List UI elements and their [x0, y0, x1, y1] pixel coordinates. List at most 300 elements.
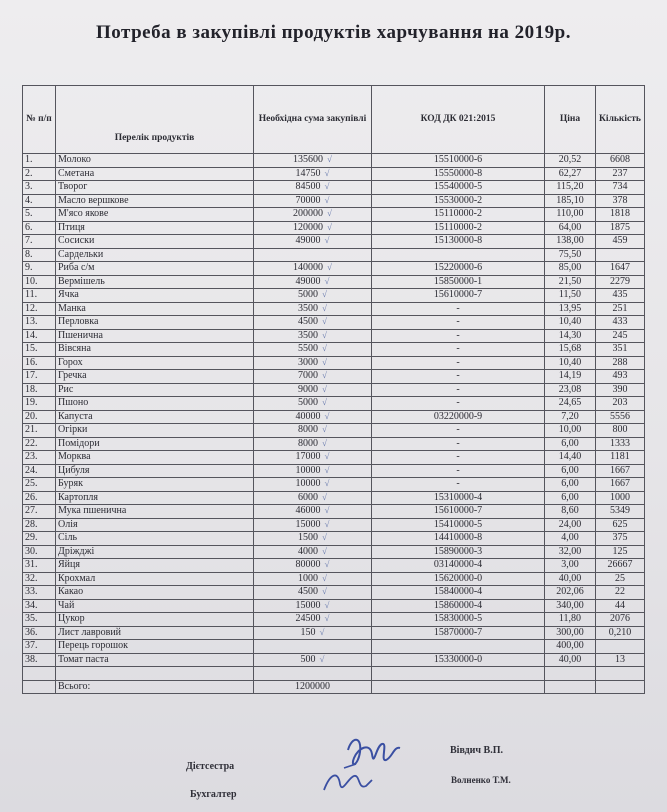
cell-qty [596, 505, 645, 519]
cell-name-text: Всього: [58, 680, 91, 692]
cell-sum [254, 262, 372, 276]
cell-name [56, 356, 254, 370]
cell-no [23, 329, 56, 343]
cell-no-text: 33. [25, 586, 38, 598]
cell-no-text: 32. [25, 572, 38, 584]
cell-price [545, 653, 596, 667]
cell-name-text: Сіль [58, 532, 77, 544]
cell-no [23, 667, 56, 681]
cell-price-text: 62,27 [558, 167, 582, 179]
cell-code [372, 545, 545, 559]
check-mark-icon: √ [322, 329, 327, 340]
cell-no-text: 20. [25, 410, 38, 422]
page-title: Потреба в закупівлі продуктів харчування на 2019р. [96, 22, 571, 43]
cell-qty [596, 680, 645, 694]
cell-sum [254, 626, 372, 640]
cell-code [372, 505, 545, 519]
check-mark-icon: √ [327, 154, 332, 165]
check-mark-icon: √ [324, 235, 330, 246]
cell-sum-text: 8000 [298, 424, 319, 436]
cell-name-text: Птиця [58, 221, 85, 233]
cell-price-text: 202,06 [556, 586, 584, 598]
cell-code [372, 626, 545, 640]
cell-name-text: Сардельки [58, 248, 104, 260]
check-mark-icon: √ [322, 437, 327, 448]
cell-qty-text: 26667 [607, 559, 633, 571]
table-row [23, 518, 645, 532]
cell-no-text: 30. [25, 545, 38, 557]
cell-sum-text: 10000 [295, 464, 321, 476]
cell-code [372, 235, 545, 249]
check-mark-icon: √ [324, 451, 330, 462]
cell-price-text: 11,50 [558, 289, 582, 301]
cell-price-text: 8,60 [561, 505, 579, 517]
table-row [23, 424, 645, 438]
check-mark-icon: √ [322, 343, 327, 354]
cell-qty [596, 289, 645, 303]
cell-no-text: 13. [25, 316, 38, 328]
cell-sum-text: 46000 [295, 505, 321, 517]
cell-qty [596, 356, 645, 370]
cell-code [372, 559, 545, 573]
cell-qty-text: 378 [612, 194, 628, 206]
check-mark-icon: √ [322, 586, 327, 597]
cell-sum-text: 5000 [298, 397, 319, 409]
cell-price-text: 24,65 [558, 397, 582, 409]
cell-name-text: Дріжджі [58, 545, 95, 557]
cell-sum [254, 248, 372, 262]
table-row [23, 437, 645, 451]
cell-sum [254, 437, 372, 451]
cell-price [545, 491, 596, 505]
cell-name-text: Творог [58, 181, 88, 193]
cell-price-text: 10,00 [558, 424, 582, 436]
dietitian-title: Дієтсестра [186, 761, 235, 772]
table-row [23, 505, 645, 519]
cell-code-text: - [456, 451, 460, 463]
cell-no-text: 26. [25, 491, 38, 503]
cell-name [56, 518, 254, 532]
cell-qty-text: 5556 [610, 410, 630, 422]
table-row [23, 626, 645, 640]
cell-qty-text: 2279 [610, 275, 630, 287]
cell-name [56, 626, 254, 640]
cell-qty [596, 613, 645, 627]
cell-sum-text: 49000 [295, 235, 321, 247]
cell-qty [596, 640, 645, 654]
cell-name-text: Сметана [58, 167, 95, 179]
cell-name-text: Цибуля [58, 464, 90, 476]
cell-no-text: 14. [25, 329, 38, 341]
cell-name-text: Помідори [58, 437, 100, 449]
cell-name-text: Картопля [58, 491, 99, 503]
cell-qty [596, 518, 645, 532]
cell-qty [596, 599, 645, 613]
table-row [23, 545, 645, 559]
cell-name [56, 572, 254, 586]
cell-no-text: 7. [25, 235, 33, 247]
cell-code [372, 518, 545, 532]
cell-no [23, 383, 56, 397]
cell-code [372, 667, 545, 681]
cell-sum [254, 613, 372, 627]
table-row [23, 316, 645, 330]
table-row [23, 532, 645, 546]
accountant-signature [318, 760, 378, 800]
cell-price [545, 194, 596, 208]
cell-name [56, 680, 254, 694]
cell-name [56, 667, 254, 681]
cell-no-text: 18. [25, 383, 38, 395]
cell-sum-text: 3500 [298, 302, 319, 314]
cell-code-text: 15870000-7 [433, 626, 483, 638]
cell-no [23, 316, 56, 330]
cell-qty-text: 390 [612, 383, 628, 395]
cell-sum [254, 559, 372, 573]
cell-no [23, 208, 56, 222]
cell-name [56, 383, 254, 397]
cell-sum [254, 194, 372, 208]
cell-code [372, 154, 545, 168]
cell-qty [596, 478, 645, 492]
cell-qty [596, 302, 645, 316]
cell-price [545, 397, 596, 411]
cell-qty-text: 1875 [610, 221, 630, 233]
cell-no-text: 34. [25, 599, 38, 611]
cell-no [23, 410, 56, 424]
cell-qty [596, 316, 645, 330]
cell-price [545, 275, 596, 289]
table-body [23, 154, 645, 694]
cell-name [56, 262, 254, 276]
cell-code [372, 437, 545, 451]
cell-name-text: Масло вершкове [58, 194, 129, 206]
table-row [23, 410, 645, 424]
cell-code-text: - [456, 478, 460, 490]
cell-price-text: 6,00 [561, 478, 579, 490]
cell-qty-text: 1333 [610, 437, 630, 449]
cell-name [56, 275, 254, 289]
table-row [23, 275, 645, 289]
cell-sum [254, 505, 372, 519]
cell-price [545, 329, 596, 343]
table-row [23, 559, 645, 573]
cell-price-text: 13,95 [558, 302, 582, 314]
cell-price-text: 20,52 [558, 154, 582, 166]
cell-qty [596, 248, 645, 262]
cell-name-text: Капуста [58, 410, 93, 422]
cell-qty-text: 1181 [610, 451, 630, 463]
cell-code [372, 208, 545, 222]
cell-no-text: 19. [25, 397, 38, 409]
cell-price-text: 32,00 [558, 545, 582, 557]
cell-name-text: Рис [58, 383, 74, 395]
cell-price-text: 24,00 [558, 518, 582, 530]
cell-sum-text: 10000 [295, 478, 321, 490]
cell-no-text: 9. [25, 262, 33, 274]
cell-code [372, 599, 545, 613]
cell-no [23, 640, 56, 654]
cell-no [23, 248, 56, 262]
cell-name [56, 505, 254, 519]
cell-sum [254, 154, 372, 168]
cell-name [56, 289, 254, 303]
cell-no-text: 1. [25, 154, 33, 166]
cell-qty-text: 375 [612, 532, 628, 544]
cell-qty [596, 491, 645, 505]
cell-price-text: 7,20 [561, 410, 579, 422]
check-mark-icon: √ [324, 410, 330, 421]
cell-qty [596, 626, 645, 640]
cell-qty [596, 181, 645, 195]
cell-code-text: - [456, 397, 460, 409]
cell-sum [254, 167, 372, 181]
cell-price [545, 167, 596, 181]
cell-qty-text: 44 [615, 599, 625, 611]
check-mark-icon: √ [322, 356, 327, 367]
cell-sum-text: 5500 [298, 343, 319, 355]
table-row [23, 235, 645, 249]
table-row [23, 491, 645, 505]
accountant-name: Волненко Т.М. [451, 775, 511, 785]
cell-price [545, 667, 596, 681]
cell-code [372, 275, 545, 289]
cell-code-text: 14410000-8 [433, 532, 483, 544]
cell-sum-text: 9000 [298, 383, 319, 395]
cell-no [23, 424, 56, 438]
cell-name-text: Буряк [58, 478, 83, 490]
cell-qty-text: 22 [615, 586, 625, 598]
cell-sum-text: 1000 [298, 572, 319, 584]
check-mark-icon: √ [324, 464, 330, 475]
cell-sum-text: 1500 [298, 532, 319, 544]
column-header-price: Ціна [545, 86, 596, 154]
cell-name [56, 599, 254, 613]
cell-name [56, 491, 254, 505]
cell-qty-text: 625 [612, 518, 628, 530]
cell-no-text: 16. [25, 356, 38, 368]
cell-no-text: 29. [25, 532, 38, 544]
accountant-title: Бухгалтер [190, 789, 237, 800]
cell-qty [596, 410, 645, 424]
cell-qty [596, 221, 645, 235]
cell-sum [254, 464, 372, 478]
cell-name [56, 194, 254, 208]
cell-no [23, 572, 56, 586]
cell-qty-text: 245 [612, 329, 628, 341]
cell-no [23, 154, 56, 168]
cell-price-text: 23,08 [558, 383, 582, 395]
cell-no [23, 289, 56, 303]
cell-price [545, 221, 596, 235]
cell-name-text: Сосиски [58, 235, 95, 247]
table-header-row [23, 86, 645, 154]
table-row [23, 653, 645, 667]
cell-code-text: - [456, 383, 460, 395]
cell-sum [254, 599, 372, 613]
cell-name [56, 397, 254, 411]
cell-sum-text: 135600 [293, 154, 324, 166]
cell-sum [254, 478, 372, 492]
cell-sum-text: 70000 [295, 194, 321, 206]
check-mark-icon: √ [322, 397, 327, 408]
cell-code [372, 586, 545, 600]
cell-code-text: 15530000-2 [433, 194, 483, 206]
cell-price [545, 248, 596, 262]
cell-sum [254, 491, 372, 505]
cell-qty [596, 532, 645, 546]
cell-price-text: 340,00 [556, 599, 584, 611]
cell-sum [254, 329, 372, 343]
cell-price-text: 4,00 [561, 532, 579, 544]
cell-name-text: Перець горошок [58, 640, 128, 652]
cell-price-text: 300,00 [556, 626, 584, 638]
table-row [23, 451, 645, 465]
cell-sum [254, 370, 372, 384]
cell-qty [596, 329, 645, 343]
check-mark-icon: √ [322, 545, 327, 556]
cell-sum-text: 3000 [298, 356, 319, 368]
cell-price-text: 6,00 [561, 491, 579, 503]
cell-qty-text: 435 [612, 289, 628, 301]
cell-no [23, 491, 56, 505]
cell-price [545, 464, 596, 478]
cell-name-text: Манка [58, 302, 86, 314]
procurement-table [22, 85, 645, 694]
cell-name-text: Перловка [58, 316, 99, 328]
cell-code [372, 653, 545, 667]
cell-sum [254, 397, 372, 411]
cell-qty-text: 0,210 [608, 626, 632, 638]
check-mark-icon: √ [327, 262, 332, 273]
cell-no [23, 518, 56, 532]
check-mark-icon: √ [324, 613, 330, 624]
cell-code-text: 15840000-4 [433, 586, 483, 598]
cell-sum [254, 532, 372, 546]
cell-sum-text: 4000 [298, 545, 319, 557]
cell-name [56, 167, 254, 181]
cell-code-text: 15620000-0 [433, 572, 483, 584]
cell-name-text: Пшоно [58, 397, 89, 409]
cell-price [545, 154, 596, 168]
cell-code-text: 03140000-4 [433, 559, 483, 571]
cell-price-text: 14,19 [558, 370, 582, 382]
cell-name-text: Яйця [58, 559, 80, 571]
check-mark-icon: √ [322, 532, 327, 543]
cell-name-text: Мука пшенична [58, 505, 127, 517]
cell-code-text: - [456, 464, 460, 476]
cell-code-text: - [456, 316, 460, 328]
cell-sum [254, 181, 372, 195]
cell-code-text: - [456, 437, 460, 449]
cell-qty [596, 397, 645, 411]
cell-code [372, 221, 545, 235]
cell-code [372, 248, 545, 262]
cell-sum [254, 343, 372, 357]
cell-code [372, 356, 545, 370]
cell-no [23, 275, 56, 289]
table-row [23, 640, 645, 654]
cell-price-text: 110,00 [556, 208, 584, 220]
cell-price [545, 572, 596, 586]
cell-qty [596, 586, 645, 600]
cell-sum-text: 80000 [295, 559, 321, 571]
table-row [23, 289, 645, 303]
table-row [23, 397, 645, 411]
cell-no [23, 167, 56, 181]
cell-code-text: 15540000-5 [433, 181, 483, 193]
cell-no-text: 4. [25, 194, 33, 206]
cell-sum [254, 640, 372, 654]
check-mark-icon: √ [324, 194, 330, 205]
cell-name-text: М'ясо якове [58, 208, 109, 220]
cell-no-text: 22. [25, 437, 38, 449]
cell-code-text: 15330000-0 [433, 653, 483, 665]
cell-price [545, 181, 596, 195]
cell-price [545, 680, 596, 694]
cell-code [372, 410, 545, 424]
dietitian-name: Вівдич В.П. [450, 745, 504, 756]
cell-name-text: Ячка [58, 289, 79, 301]
cell-no-text: 38. [25, 653, 38, 665]
cell-name-text: Молоко [58, 154, 91, 166]
cell-sum [254, 424, 372, 438]
cell-code [372, 262, 545, 276]
cell-no [23, 356, 56, 370]
check-mark-icon: √ [324, 599, 330, 610]
cell-name [56, 302, 254, 316]
cell-no [23, 478, 56, 492]
table-row [23, 208, 645, 222]
cell-qty [596, 383, 645, 397]
cell-qty [596, 451, 645, 465]
cell-no-text: 28. [25, 518, 38, 530]
cell-code [372, 572, 545, 586]
cell-qty [596, 370, 645, 384]
cell-name-text: Олія [58, 518, 78, 530]
column-header-no: № п/п [23, 86, 56, 154]
cell-price [545, 424, 596, 438]
cell-name [56, 532, 254, 546]
cell-price [545, 532, 596, 546]
cell-price [545, 302, 596, 316]
table-row [23, 154, 645, 168]
cell-sum [254, 667, 372, 681]
cell-name-text: Вівсяна [58, 343, 91, 355]
cell-no-text: 6. [25, 221, 33, 233]
cell-code [372, 451, 545, 465]
cell-qty [596, 464, 645, 478]
cell-price [545, 208, 596, 222]
cell-qty-text: 800 [612, 424, 628, 436]
cell-name [56, 329, 254, 343]
cell-code-text: 15850000-1 [433, 275, 483, 287]
cell-code [372, 316, 545, 330]
table-row [23, 464, 645, 478]
cell-code-text: 15220000-6 [433, 262, 483, 274]
cell-sum [254, 221, 372, 235]
cell-sum-text: 15000 [295, 599, 321, 611]
cell-code-text: 15890000-3 [433, 545, 483, 557]
cell-price [545, 586, 596, 600]
cell-sum-text: 3500 [298, 329, 319, 341]
cell-qty [596, 437, 645, 451]
cell-sum-text: 500 [300, 653, 316, 665]
cell-qty-text: 13 [615, 653, 625, 665]
cell-sum-text: 7000 [298, 370, 319, 382]
cell-qty-text: 351 [612, 343, 628, 355]
cell-code [372, 181, 545, 195]
